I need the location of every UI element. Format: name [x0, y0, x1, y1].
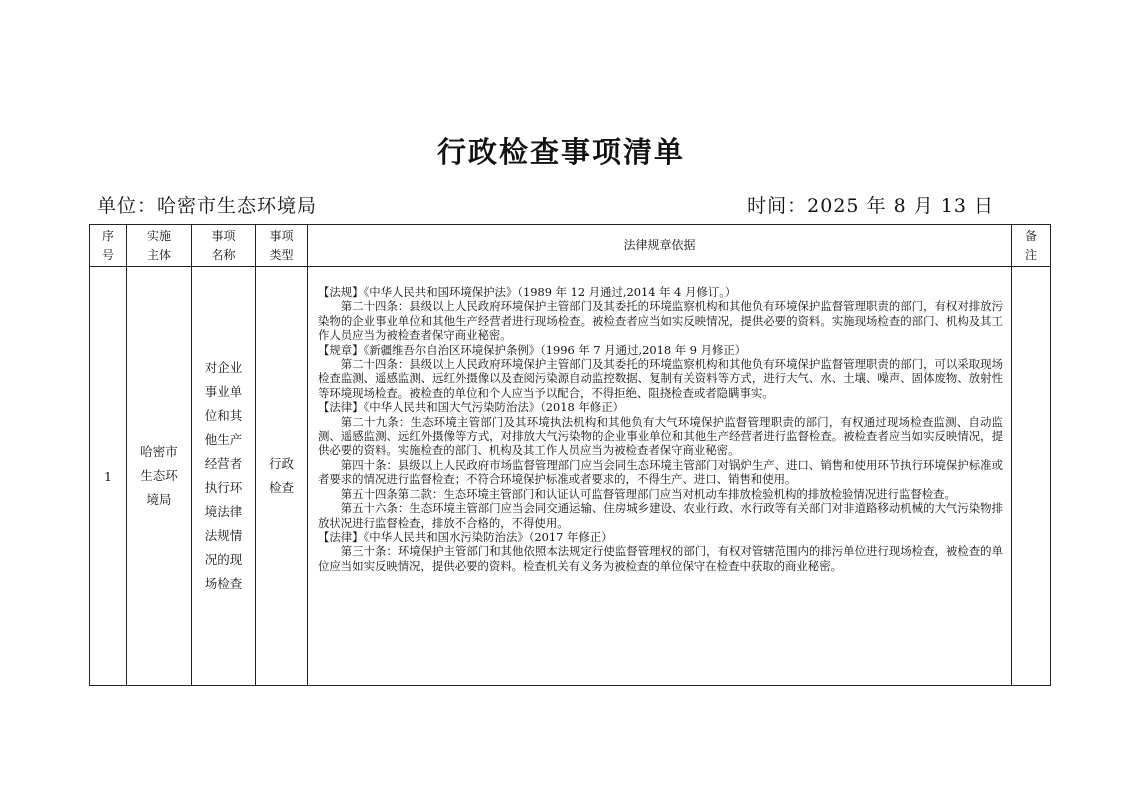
law-article: 第五十六条：生态环境主管部门应当会同交通运输、住房城乡建设、农业行政、水行政等有关部门对非道路移动机械的大气污染物排放状况进行监督检查，排放不合格的，不得使用。	[318, 501, 1003, 530]
cell-item-name: 对企业事业单位和其他生产经营者执行环境法律法规情况的现场检查	[192, 267, 256, 686]
unit-label: 单位：哈密市生态环境局	[97, 195, 318, 217]
law-title: 【法规】《中华人民共和国环境保护法》（1989 年 12 月通过,2014 年 4 月修订。）	[318, 285, 737, 299]
law-article: 第四十条：县级以上人民政府市场监督管理部门应当会同生态环境主管部门对锅炉生产、进口、销售和使用环节执行环境保护标准或者要求的情况进行监督检查；不符合环境保护标准或者要求的，不得生产、进口、销售和使用。	[318, 457, 1003, 487]
header-item-type: 事项类型	[256, 225, 308, 267]
cell-remark	[1012, 267, 1051, 686]
table-row	[90, 267, 1051, 686]
cell-item-type: 行政检查	[256, 267, 308, 686]
cell-seq: 1	[90, 267, 127, 686]
law-article: 第三十条：环境保护主管部门和其他依照本法规定行使监督管理权的部门，有权对管辖范围内的排污单位进行现场检查，被检查的单位应当如实反映情况，提供必要的资料。检查机关有义务为被检查的单位保守在检查中获取的商业秘密。	[318, 544, 1003, 573]
law-article: 第二十九条：生态环境主管部门及其环境执法机构和其他负有大气环境保护监督管理职责的部门，有权通过现场检查监测、自动监测、遥感监测、远红外摄像等方式，对排放大气污染物的企业事业单位和其他生产经营者进行监督检查。被检查者应当如实反映情况，提供必要的资料。实施检查的部门、机构及其工作人员应当为被检查者保守商业秘密。	[318, 414, 1003, 458]
inspection-table	[89, 224, 1051, 686]
cell-legal-basis	[308, 267, 1012, 686]
law-article: 第二十四条：县级以上人民政府环境保护主管部门及其委托的环境监察机构和其他负有环境保护监督管理职责的部门，可以采取现场检查监测、遥感监测、远红外摄像以及查阅污染源自动监控数据、复制有关资料等方式，进行大气、水、土壤、噪声、固体废物、放射性等环境现场检查。被检查的单位和个人应当予以配合，不得拒绝、阻挠检查或者隐瞒事实。	[318, 357, 1003, 400]
table-header-row	[90, 225, 1051, 267]
header-item-name: 事项名称	[192, 225, 256, 267]
header-basis: 法律规章依据	[308, 225, 1012, 267]
header-remark: 备注	[1012, 225, 1051, 267]
header-subject: 实施主体	[127, 225, 192, 267]
law-title: 【法律】《中华人民共和国大气污染防治法》（2018 年修正）	[318, 400, 624, 415]
law-title: 【法律】《中华人民共和国水污染防治法》（2017 年修正）	[318, 529, 613, 544]
cell-subject: 哈密市生态环境局	[127, 267, 192, 686]
law-article: 第五十四条第二款：生态环境主管部门和认证认可监督管理部门应当对机动车排放检验机构的排放检验情况进行监督检查。	[340, 486, 956, 501]
law-article: 第二十四条：县级以上人民政府环境保护主管部门及其委托的环境监察机构和其他负有环境保护监督管理职责的部门，有权对排放污染物的企业事业单位和其他生产经营者进行现场检查。被检查者应当如实反映情况，提供必要的资料。实施现场检查的部门、机构及其工作人员应当为被检查者保守商业秘密。	[318, 299, 1003, 343]
document-title: 行政检查事项清单	[436, 135, 685, 169]
header-seq: 序号	[90, 225, 127, 267]
date-label: 时间：2025 年 8 月 13 日	[747, 195, 994, 217]
law-title: 【规章】《新疆维吾尔自治区环境保护条例》（1996 年 7 月通过,2018 年 9 月修正）	[318, 342, 747, 357]
